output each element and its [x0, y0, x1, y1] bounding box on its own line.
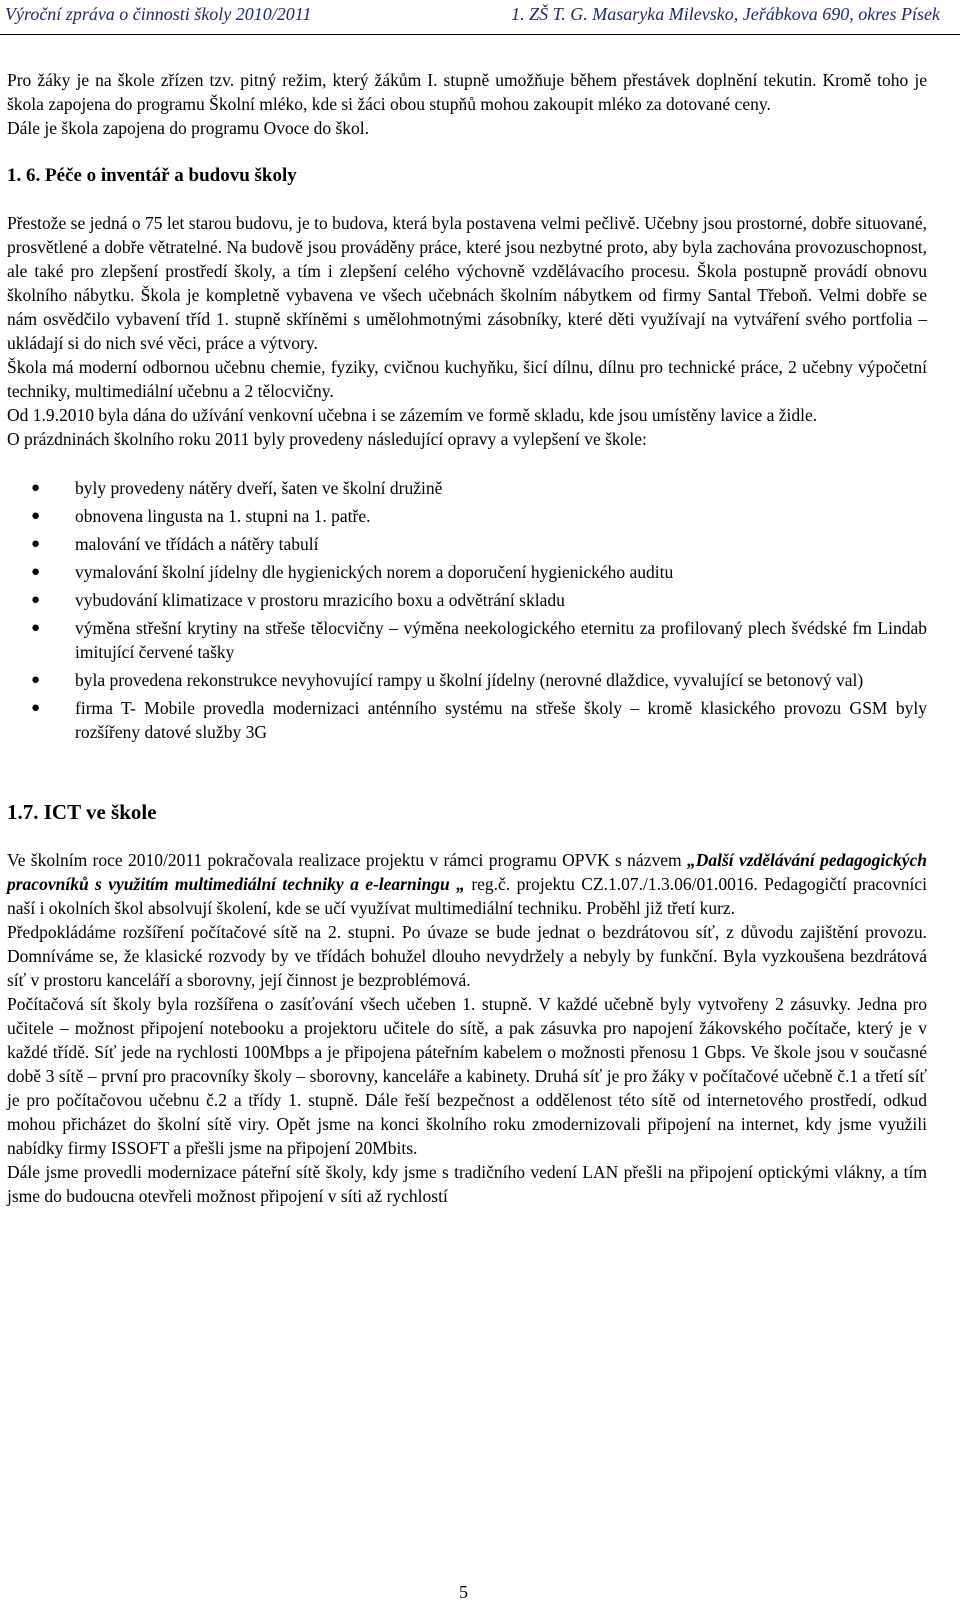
paragraph-opvk-project: [7, 848, 927, 920]
bullet-icon: ●: [31, 508, 41, 524]
bullet-icon: ●: [31, 700, 41, 716]
list-item-text: výměna střešní krytiny na střeše tělocvičny – výměna neekologického eternitu za profilovaný plech švédské fm Lindab imitující červené tašky: [75, 618, 927, 662]
bullet-icon: ●: [31, 672, 41, 688]
intro-paragraph-fruit-program: Dále je škola zapojena do programu Ovoce do škol.: [7, 118, 370, 138]
bullet-icon: ●: [31, 592, 41, 608]
paragraph-classrooms: Škola má moderní odbornou učebnu chemie, fyziky, cvičnou kuchyňku, šicí dílnu, dílnu pro technické práce, 2 učebny výpočetní techniky, multimediální učebnu a 2 tělocvičny.: [7, 357, 927, 401]
paragraph-repairs-intro: O prázdninách školního roku 2011 byly provedeny následující opravy a vylepšení ve škole:: [7, 429, 647, 449]
list-item-text: vybudování klimatizace v prostoru mrazicího boxu a odvětrání skladu: [75, 590, 565, 610]
intro-paragraph-drinking-regime: Pro žáky je na škole zřízen tzv. pitný režim, který žákům I. stupně umožňuje během přestávek doplnění tekutin. Kromě toho je škola zapojena do programu Školní mléko, kde si žáci obou stupňů mohou zakoupit mléko za dotované ceny.: [7, 70, 927, 114]
header-report-title: Výroční zpráva o činnosti školy 2010/2011: [5, 4, 312, 24]
list-item-text: byla provedena rekonstrukce nevyhovující rampy u školní jídelny (nerovné dlaždice, vyvalující se betonový val): [75, 670, 864, 690]
page-header: [0, 0, 960, 35]
section-heading-inventory: 1. 6. Péče o inventář a budovu školy: [7, 165, 297, 186]
list-item-text: obnovena lingusta na 1. stupni na 1. patře.: [75, 506, 371, 526]
list-item: [7, 616, 927, 664]
bullet-icon: ●: [31, 536, 41, 552]
project-details-text: reg.č. projektu CZ.1.07./1.3.06/01.0016. Pedagogičtí pracovníci naší i okolních škol absolvují školení, kde se učí využívat multimediální techniku. Proběhl již třetí kurz.: [7, 874, 927, 918]
list-item: [7, 476, 927, 500]
list-item: [7, 696, 927, 744]
paragraph-backbone-modernization: Dále jsme provedli modernizace páteřní sítě školy, kdy jsme s tradičního vedení LAN přešli na připojení optickými vlákny, a tím jsme do budoucna otevřeli možnost připojení v síti až rychlostí: [7, 1162, 927, 1206]
list-item: [7, 668, 927, 692]
project-title: „Další vzdělávání pedagogických pracovníků s využitím multimediální techniky a e-learningu „: [7, 850, 927, 894]
project-intro-text: Ve školním roce 2010/2011 pokračovala realizace projektu v rámci programu OPVK s názvem: [7, 850, 682, 870]
paragraph-wireless-network: Předpokládáme rozšíření počítačové sítě na 2. stupni. Po úvaze se bude jednat o bezdrátovou síť, z důvodu zajištění provozu. Domníváme se, že klasické rozvody by ve třídách bohužel dlouho nevydržely a nebyly by funkční. Byla vyzkoušena bezdrátová síť v prostoru kanceláří a sborovny, její činnost je bezproblémová.: [7, 922, 927, 990]
list-item-text: malování ve třídách a nátěry tabulí: [75, 534, 319, 554]
section-heading-ict: 1.7. ICT ve škole: [7, 800, 157, 824]
header-school-name: 1. ZŠ T. G. Masaryka Milevsko, Jeřábkova 690, okres Písek: [511, 4, 940, 24]
bullet-icon: ●: [31, 564, 41, 580]
paragraph-outdoor-classroom: Od 1.9.2010 byla dána do užívání venkovní učebna i se zázemím ve formě skladu, kde jsou umístěny lavice a židle.: [7, 405, 818, 425]
list-item: [7, 588, 927, 612]
bullet-icon: ●: [31, 480, 41, 496]
bullet-icon: ●: [31, 620, 41, 636]
list-item-text: vymalování školní jídelny dle hygienických norem a doporučení hygienického auditu: [75, 562, 674, 582]
document-body: [7, 68, 927, 1208]
list-item-text: firma T- Mobile provedla modernizaci anténního systému na střeše školy – kromě klasického provozu GSM byly rozšířeny datové služby 3G: [75, 698, 927, 742]
list-item: [7, 504, 927, 528]
paragraph-building: Přestože se jedná o 75 let starou budovu, je to budova, která byla postavena velmi pečlivě. Učebny jsou prostorné, dobře situované, prosvětlené a dobře větratelné. Na budově jsou prováděny práce, které jsou nezbytné proto, aby byla zachována provozuschopnost, ale také pro zlepšení prostředí školy, a tím i zlepšení celého výchovně vzdělávacího procesu. Škola postupně provádí obnovu školního nábytku. Škola je kompletně vybavena ve všech učebnách školním nábytkem od firmy Santal Třeboň. Velmi dobře se nám osvědčilo vybavení tříd 1. stupně skříněmi s umělohmotnými zásobníky, které děti využívají na vytváření svého portfolia – ukládají si do nich své věci, práce a výtvory.: [7, 213, 927, 353]
repairs-list: [7, 476, 927, 744]
paragraph-network-expansion: Počítačová sít školy byla rozšířena o zasíťování všech učeben 1. stupně. V každé učebně byly vytvořeny 2 zásuvky. Jedna pro učitele – možnost připojení notebooku a projektoru učitele do sítě, a pak zásuvka pro napojení žákovského počítače, který je v každé třídě. Síť jede na rychlosti 100Mbps a je připojena páteřním kabelem o možnosti přenosu 1 Gbps. Ve škole jsou v současné době 3 sítě – první pro pracovníky školy – sborovny, kanceláře a kabinety. Druhá síť je pro žáky v počítačové učebně č.1 a třetí síť je pro počítačovou učebnu č.2 a třídy 1. stupně. Dále řeší bezpečnost a oddělenost této sítě od internetového prostředí, odkud mohou přicházet do školní sítě viry. Opět jsme na konci školního roku zmodernizovali připojení na internet, kdy jsme využili nabídky firmy ISSOFT a přešli jsme na připojení 20Mbits.: [7, 994, 927, 1158]
list-item: [7, 532, 927, 556]
page-number: 5: [459, 1582, 468, 1602]
list-item: [7, 560, 927, 584]
list-item-text: byly provedeny nátěry dveří, šaten ve školní družině: [75, 478, 443, 498]
